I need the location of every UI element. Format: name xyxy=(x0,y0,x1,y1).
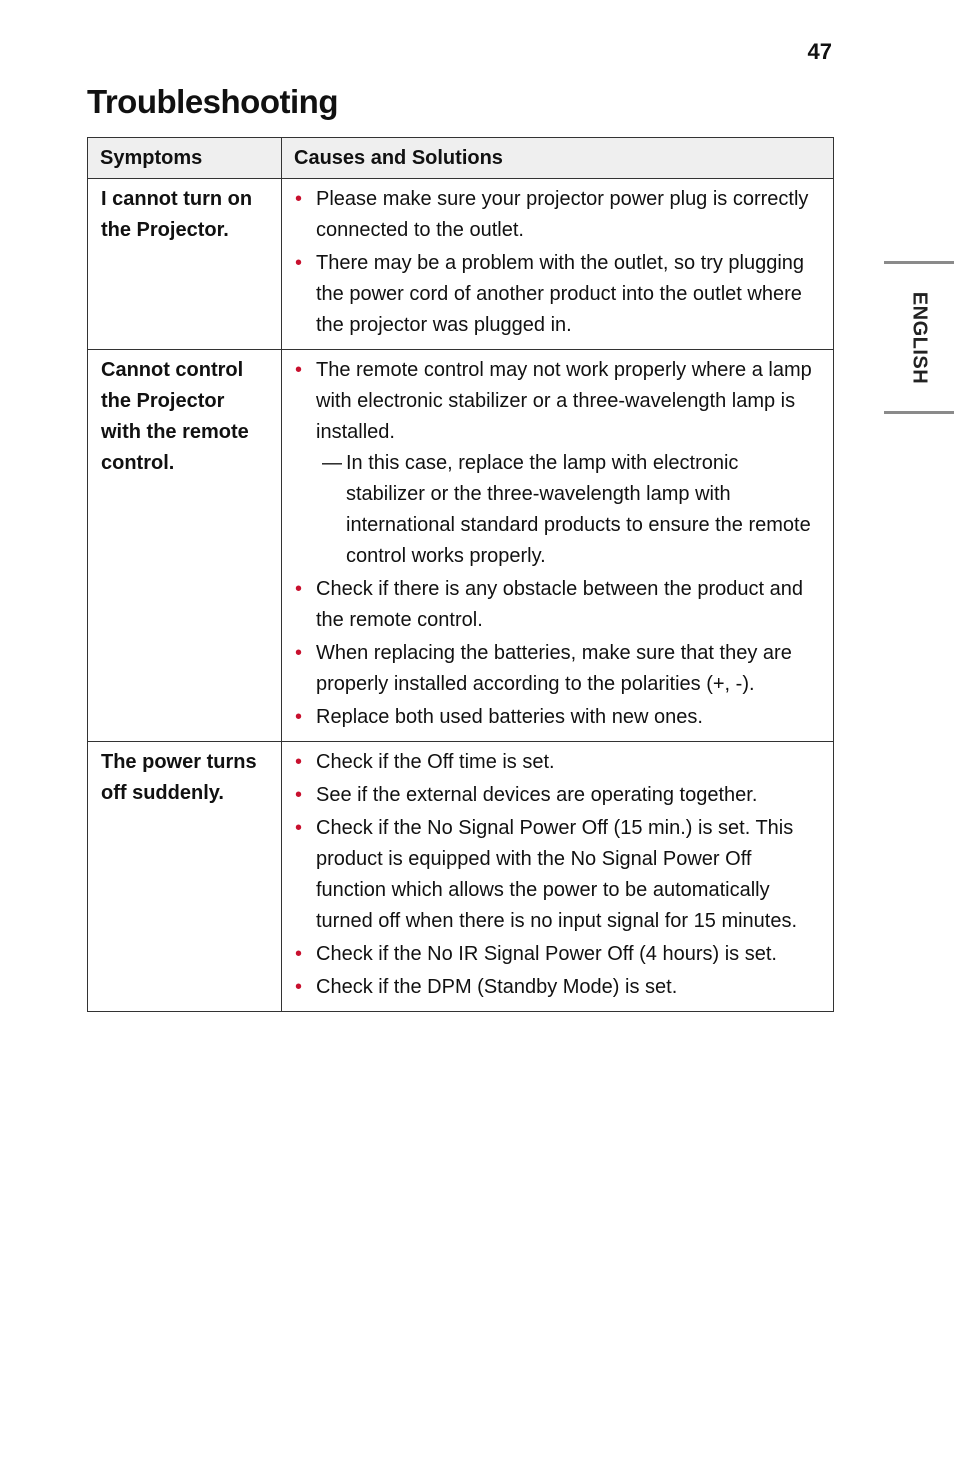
cause-item: • Check if there is any obstacle between the product and the remote control. xyxy=(294,574,819,636)
causes-cell xyxy=(282,350,834,742)
troubleshooting-table xyxy=(87,137,834,1012)
symptoms-column-header: Symptoms xyxy=(88,138,282,179)
table-header-row xyxy=(88,138,834,179)
cause-item: • Check if the DPM (Standby Mode) is set. xyxy=(294,972,819,1003)
table-row xyxy=(88,179,834,350)
cause-item: • There may be a problem with the outlet, so try plugging the power cord of another product into the outlet where the projector was plugged in. xyxy=(294,248,819,341)
page-title: Troubleshooting xyxy=(87,83,338,120)
cause-sub-note xyxy=(316,448,819,572)
cause-item: • Check if the Off time is set. xyxy=(294,747,819,778)
cause-item xyxy=(294,355,819,572)
causes-list xyxy=(294,747,819,1003)
sub-note-text: In this case, replace the lamp with electronic stabilizer or the three-wavelength lamp with international standard products to ensure the remote control works properly. xyxy=(346,452,811,567)
causes-column-header: Causes and Solutions xyxy=(282,138,834,179)
causes-cell xyxy=(282,742,834,1012)
cause-item: • See if the external devices are operating together. xyxy=(294,780,819,811)
cause-item: • Please make sure your projector power plug is correctly connected to the outlet. xyxy=(294,184,819,246)
cause-item: • Replace both used batteries with new ones. xyxy=(294,702,819,733)
causes-cell xyxy=(282,179,834,350)
cause-item: • Check if the No Signal Power Off (15 min.) is set. This product is equipped with the No Signal Power Off function which allows the power to be automatically turned off when there is no input signal for 15 minutes. xyxy=(294,813,819,937)
table-row xyxy=(88,742,834,1012)
causes-list xyxy=(294,355,819,733)
cause-item-text: The remote control may not work properly where a lamp with electronic stabilizer or a three-wavelength lamp is installed. xyxy=(316,359,812,443)
page-number: 47 xyxy=(807,39,832,64)
symptom-cell: Cannot control the Projector with the remote control. xyxy=(88,350,282,742)
dash-marker: — xyxy=(322,452,342,474)
cause-item: • Check if the No IR Signal Power Off (4 hours) is set. xyxy=(294,939,819,970)
language-tab-label: ENGLISH xyxy=(908,291,931,384)
symptom-cell: I cannot turn on the Projector. xyxy=(88,179,282,350)
cause-item: • When replacing the batteries, make sure that they are properly installed according to the polarities (+, -). xyxy=(294,638,819,700)
table-row xyxy=(88,350,834,742)
causes-list xyxy=(294,184,819,341)
symptom-cell: The power turns off suddenly. xyxy=(88,742,282,1012)
language-side-tab xyxy=(884,261,954,414)
